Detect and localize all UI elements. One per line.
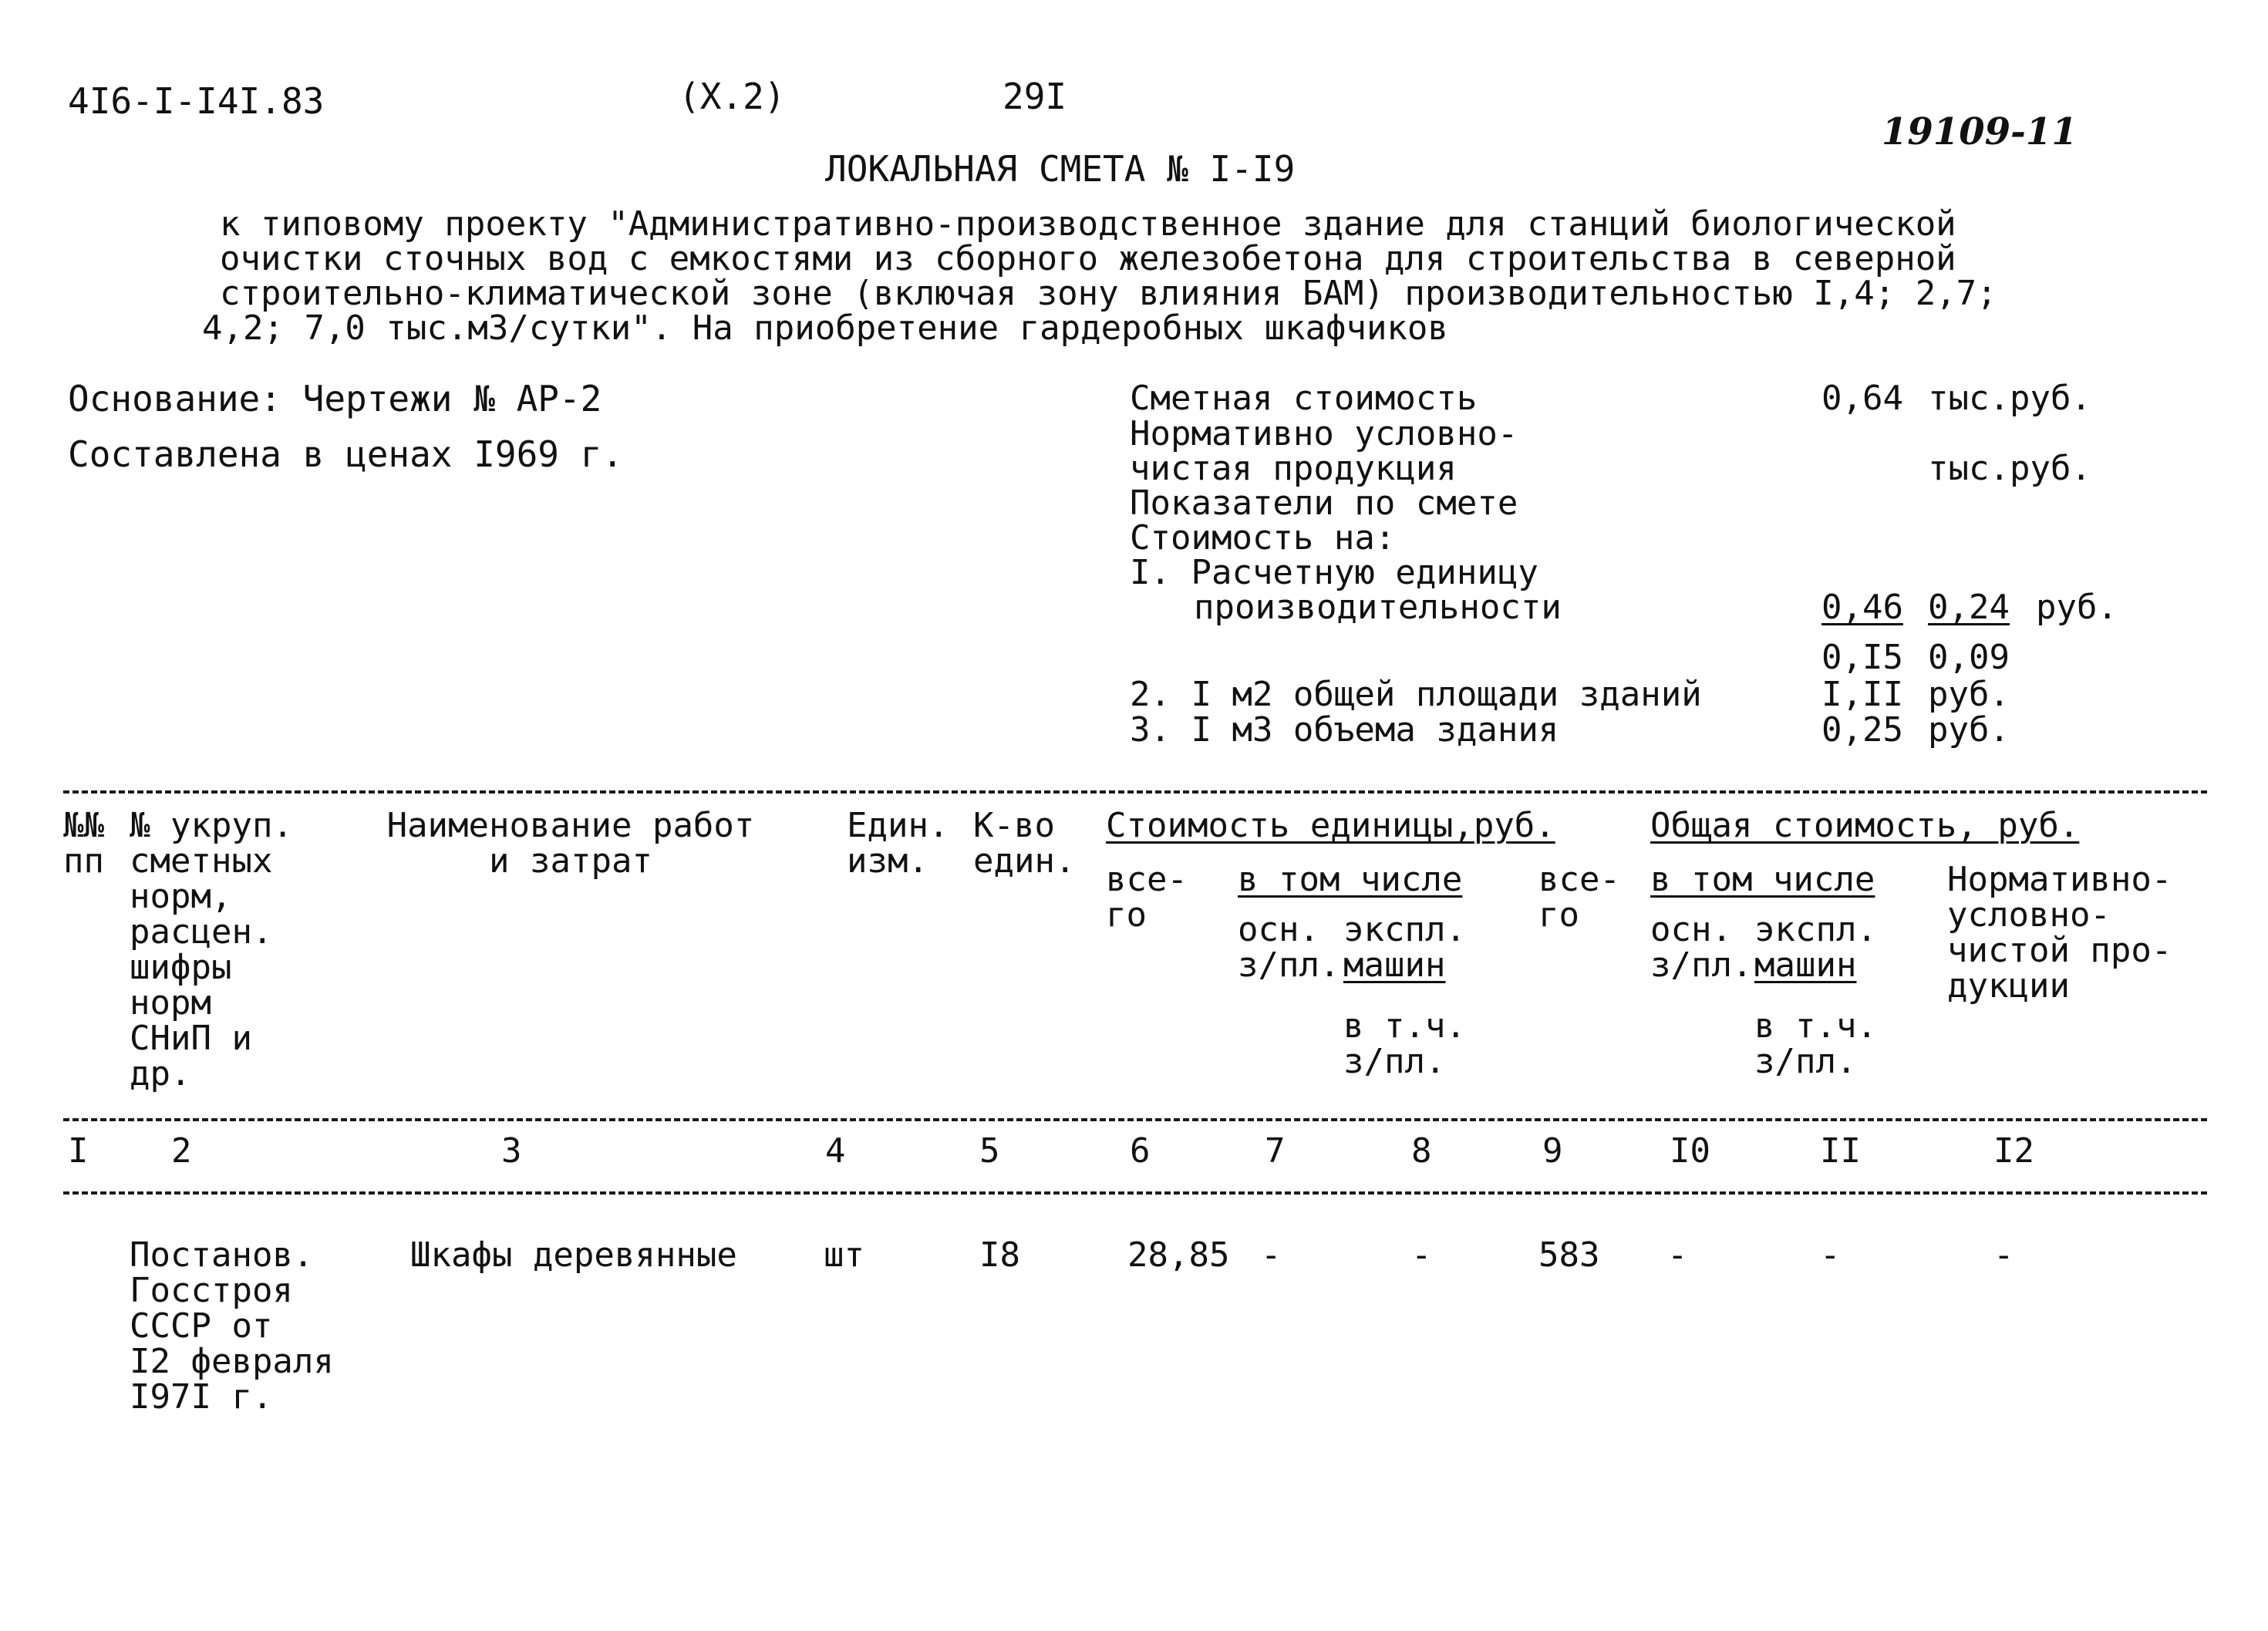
- series-code: (X.2): [679, 76, 786, 117]
- row-unit-machine: -: [1411, 1235, 1432, 1275]
- page-title: ЛОКАЛЬНАЯ СМЕТА № I-I9: [825, 148, 1296, 190]
- header-normative: Нормативно- условно- чистой про- дукции: [1947, 860, 2172, 1006]
- row-quantity: I8: [979, 1235, 1020, 1275]
- row-unit: шт: [824, 1235, 864, 1275]
- item2-label: 2. I м2 общей площади зданий: [1130, 675, 1702, 714]
- row-total: 583: [1538, 1235, 1600, 1275]
- subtitle-line-4: 4,2; 7,0 тыс.м3/сутки". На приобретение гардеробных шкафчиков: [202, 308, 1448, 348]
- indicators-label: Показатели по смете: [1130, 484, 1518, 523]
- header-col3: Наименование работ и затрат: [386, 806, 755, 881]
- header-total-machine-1: экспл.: [1754, 910, 1877, 949]
- normative-label-1: Нормативно условно-: [1130, 414, 1518, 453]
- basis-foundation: Основание: Чертежи № АР-2: [68, 378, 602, 420]
- item3-label: 3. I м3 объема здания: [1130, 710, 1559, 750]
- normative-unit: тыс.руб.: [1928, 449, 2091, 488]
- header-unit-incl-wage: в т.ч. з/пл.: [1343, 1006, 1466, 1081]
- column-number: I: [68, 1131, 89, 1171]
- column-number: 8: [1411, 1131, 1432, 1171]
- row-unit-wage: -: [1261, 1235, 1282, 1275]
- column-number: 4: [825, 1131, 846, 1171]
- item1-value-d: 0,09: [1928, 638, 2010, 677]
- subtitle-line-3: строительно-климатической зоне (включая зону влияния БАМ) производительностью I,4; 2,7;: [220, 274, 1997, 313]
- table-top-divider: [63, 790, 2207, 794]
- column-number: 6: [1130, 1131, 1151, 1171]
- header-total-incl: в том числе: [1650, 860, 1875, 899]
- row-normative: -: [1993, 1235, 2014, 1275]
- column-numbers-divider: [63, 1191, 2207, 1195]
- header-unit-machine-2: машин: [1343, 945, 1446, 985]
- column-number: I2: [1993, 1131, 2034, 1171]
- header-total-machine-2: машин: [1754, 945, 1857, 985]
- item1-label-2: производительности: [1194, 588, 1562, 627]
- item2-value: I,II: [1821, 675, 1903, 714]
- estimated-cost-value: 0,64: [1821, 379, 1903, 418]
- column-number: I0: [1670, 1131, 1710, 1171]
- header-col2: № укруп. сметных норм, расцен. шифры норм СНиП и др.: [130, 806, 293, 1094]
- subtitle-line-1: к типовому проекту "Административно-производственное здание для станций биологической: [220, 204, 1956, 244]
- row-total-wage: -: [1667, 1235, 1688, 1275]
- header-total-base-wage: осн. з/пл.: [1650, 910, 1753, 985]
- basis-prices: Составлена в ценах I969 г.: [68, 433, 624, 475]
- header-total-cost-group: Общая стоимость, руб.: [1650, 806, 2080, 845]
- header-col1: №№ пп: [63, 806, 104, 881]
- column-number: 7: [1265, 1131, 1286, 1171]
- subtitle-line-2: очистки сточных вод с емкостями из сборного железобетона для строительства в северной: [220, 239, 1956, 278]
- item1-unit: руб.: [2036, 588, 2118, 627]
- item1-value-c: 0,I5: [1821, 638, 1903, 677]
- row-total-machine: -: [1820, 1235, 1841, 1275]
- normative-label-2: чистая продукция: [1130, 449, 1457, 488]
- item2-unit: руб.: [1928, 675, 2010, 714]
- item1-value-a: 0,46: [1821, 588, 1903, 627]
- column-number: 9: [1542, 1131, 1563, 1171]
- column-number: II: [1820, 1131, 1861, 1171]
- header-bottom-divider: [63, 1118, 2207, 1121]
- header-unit-base-wage: осн. з/пл.: [1238, 910, 1340, 985]
- header-total-incl-wage: в т.ч. з/пл.: [1754, 1006, 1877, 1081]
- document-code: 4I6-I-I4I.83: [68, 80, 325, 122]
- column-number: 2: [171, 1131, 192, 1171]
- estimated-cost-label: Сметная стоимость: [1130, 379, 1478, 418]
- cost-on-label: Стоимость на:: [1130, 518, 1396, 558]
- row-name: Шкафы деревянные: [410, 1235, 737, 1275]
- estimated-cost-unit: тыс.руб.: [1928, 379, 2091, 418]
- row-unit-total: 28,85: [1127, 1235, 1230, 1275]
- column-number: 3: [501, 1131, 522, 1171]
- header-unit-machine-1: экспл.: [1343, 910, 1466, 949]
- item1-value-b: 0,24: [1928, 588, 2010, 627]
- header-total-total: все- го: [1538, 860, 1620, 935]
- header-unit-total: все- го: [1106, 860, 1188, 935]
- header-unit-cost-group: Стоимость единицы,руб.: [1106, 806, 1555, 845]
- page-number: 29I: [1003, 76, 1067, 117]
- row-basis: Постанов. Госстроя СССР от I2 февраля I97I г.: [130, 1235, 334, 1417]
- column-number: 5: [979, 1131, 1000, 1171]
- item1-label-1: I. Расчетную единицу: [1130, 553, 1538, 592]
- item3-unit: руб.: [1928, 710, 2010, 750]
- header-col5: К-во един.: [973, 806, 1076, 881]
- item3-value: 0,25: [1821, 710, 1903, 750]
- header-unit-incl: в том числе: [1238, 860, 1463, 899]
- header-col4: Един. изм.: [847, 806, 949, 881]
- handwritten-number: 19109-11: [1882, 110, 2078, 153]
